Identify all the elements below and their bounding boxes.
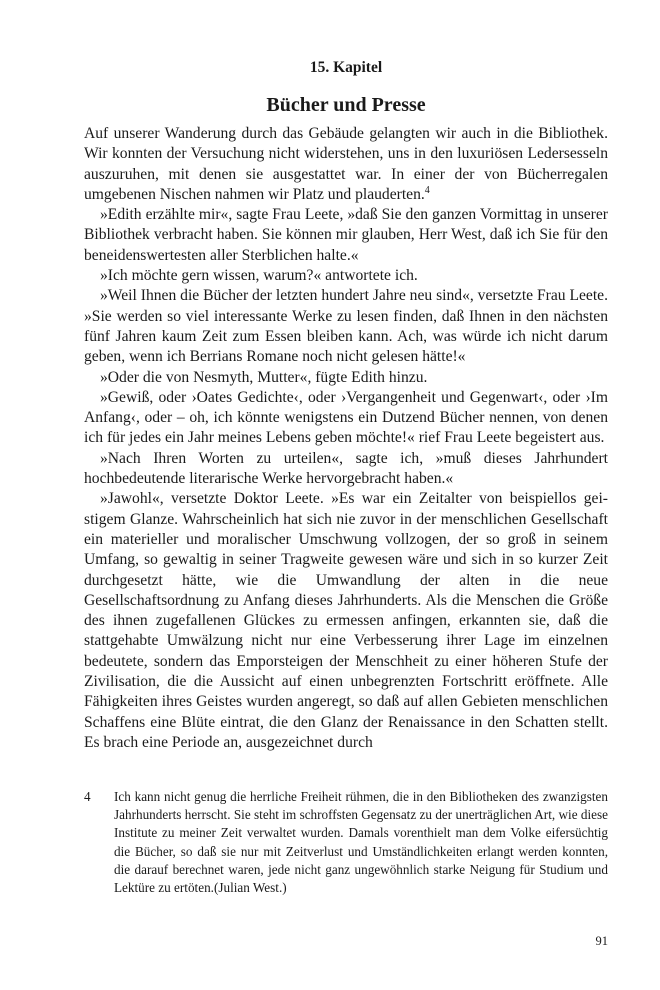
page-content (84, 58, 608, 753)
paragraph: »Weil Ihnen die Bücher der letzten hundert Jahre neu sind«, versetzte Frau Leete. »Sie werden so viel interessante Werke zu lesen finden, daß Ihnen in den nächsten fünf Jahren kaum Zeit zum Essen bleiben kann. Ach, was würde ich nicht darum geben, wenn ich Berrians Romane noch nicht gelesen hätte!« (84, 287, 608, 366)
paragraph (84, 124, 608, 205)
chapter-title: Bücher und Presse (266, 94, 426, 116)
paragraph: »Gewiß, oder ›Oates Gedichte‹, oder ›Vergangenheit und Gegenwart‹, oder ›Im Anfang‹, oder – oh, ich könnte wenigstens ein Dutzend Bücher nennen, von denen ich für jedes ein Jahr meines Lebens geben möchte!« rief Frau Leete begeistert aus. (84, 388, 608, 447)
paragraph: »Oder die von Nesmyth, Mutter«, fügte Edith hinzu. (100, 368, 428, 386)
paragraph-text: Auf unserer Wanderung durch das Gebäude gelangten wir auch in die Bibliothek. Wir konnten der Versuchung nicht widerstehen, uns in den luxuriösen Ledersesseln auszuruhen, mit denen sie ausgestattet war. In einer der von Bücherregalen umgebenen Nischen nahmen wir Platz und plauderten. (84, 125, 608, 203)
footnote-number: 4 (84, 789, 91, 804)
body-text (84, 124, 608, 753)
chapter-label: 15. Kapitel (309, 59, 383, 76)
footnote (84, 788, 608, 897)
page-number: 91 (595, 934, 608, 948)
paragraph: »Jawohl«, versetzte Doktor Leete. »Es war ein Zeitalter von beispiellos geistigem Glanze. Wahrscheinlich hat sich nie zuvor in der menschlichen Gesellschaft ein materieller und moralischer Umschwung vollzogen, der so groß in seinem Umfang, so gewaltig in seiner Tragweite gewesen wäre und sich in so kurzer Zeit durchgesetzt hätte, wie die Umwandlung der alten in die neue Gesellschaftsordnung zu Anfang dieses Jahrhunderts. Als die Menschen die Größe des ihnen zugefallenen Glückes zu ermessen anfingen, erkannten sie, daß die stattgehabte Umwälzung nicht nur eine Verbesserung ihrer Lage im einzelnen bedeutete, sondern das Emporsteigen der Menschheit zu einer höheren Stufe der Zivilisation, die die Aussicht auf einen unbegrenzten Fortschritt eröffnete. Alle Fähigkeiten ihres Geistes wurden angeregt, so daß auf allen Gebieten menschlichen Schaffens eine Blüte eintrat, die den Glanz der Renaissance in den Schatten stellt. Es brach eine Periode an, ausgezeichnet durch (84, 490, 608, 751)
paragraph: »Nach Ihren Worten zu urteilen«, sagte ich, »muß dieses Jahrhundert hochbedeutende literarische Werke hervorgebracht haben.« (84, 449, 608, 488)
paragraph: »Ich möchte gern wissen, warum?« antwortete ich. (100, 267, 418, 285)
footnote-reference[interactable]: 4 (424, 184, 430, 196)
footnote-text: Ich kann nicht genug die herrliche Freiheit rühmen, die in den Bibliotheken des zwanzigsten Jahrhunderts herrscht. Sie steht im schroffsten Gegensatz zu der unerträglichen Art, wie diese Institute zu meiner Zeit verwaltet wurden. Damals vorenthielt man dem Volke eifersüchtig die Bücher, so daß sie nur mit Zeitverlust und Umständlichkeiten erlangt werden konnten, die darauf berechnet waren, jede nicht ganz ungewöhnlich starke Neigung für Studium und Lektüre zu ertöten.(Julian West.) (114, 789, 608, 896)
paragraph: »Edith erzählte mir«, sagte Frau Leete, »daß Sie den ganzen Vormittag in unserer Bibliothek verbracht haben. Sie können mir glauben, Herr West, daß ich Sie für den beneidenswertesten aller Sterblichen halte.« (84, 206, 608, 264)
